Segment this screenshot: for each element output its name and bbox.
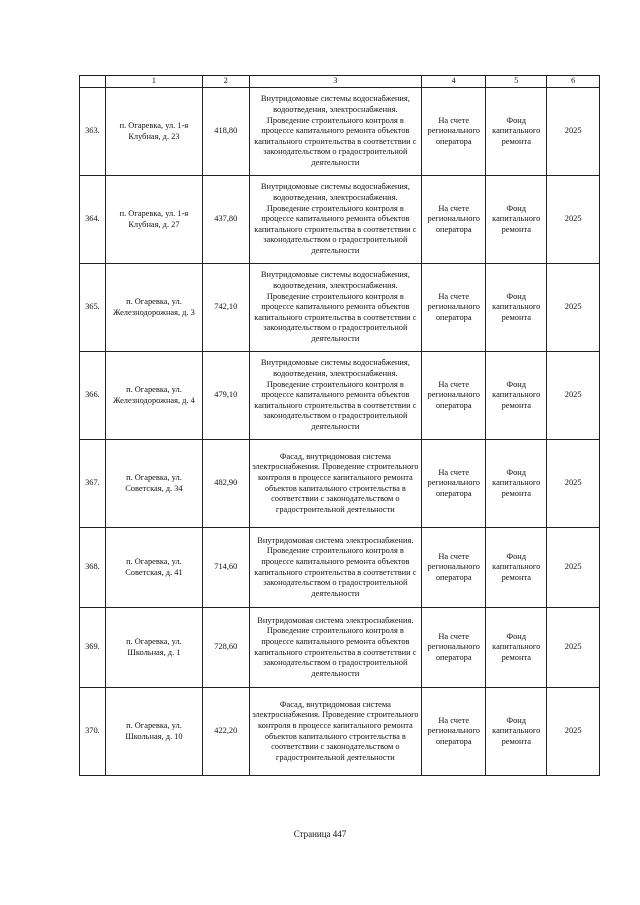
row-number: 363. <box>80 88 106 176</box>
account-cell: На счете регионального оператора <box>422 176 486 264</box>
year-cell: 2025 <box>547 176 600 264</box>
account-cell: На счете регионального оператора <box>422 528 486 608</box>
header-col-6: 6 <box>547 76 600 88</box>
fund-cell: Фонд капитального ремонта <box>486 608 547 688</box>
address-cell: п. Огаревка, ул. Железнодорожная, д. 4 <box>105 352 202 440</box>
fund-cell: Фонд капитального ремонта <box>486 440 547 528</box>
work-description-cell: Внутридомовая система электроснабжения. Проведение строительного контроля в процессе капитального ремонта объектов капитального строительства в соответствии с законодательством о градостроительной деятельности <box>249 528 422 608</box>
address-cell: п. Огаревка, ул. Железнодорожная, д. 3 <box>105 264 202 352</box>
table-row <box>80 88 600 176</box>
account-cell: На счете регионального оператора <box>422 608 486 688</box>
year-cell: 2025 <box>547 528 600 608</box>
account-cell: На счете регионального оператора <box>422 352 486 440</box>
year-cell: 2025 <box>547 688 600 776</box>
area-cell: 437,80 <box>203 176 250 264</box>
account-cell: На счете регионального оператора <box>422 688 486 776</box>
table-row <box>80 528 600 608</box>
work-description-cell: Внутридомовые системы водоснабжения, водоотведения, электроснабжения. Проведение строительного контроля в процессе капитального ремонта объектов капитального строительства в соответствии с законодательством о градостроительной деятельности <box>249 88 422 176</box>
header-col-4: 4 <box>422 76 486 88</box>
work-description-cell: Внутридомовые системы водоснабжения, водоотведения, электроснабжения. Проведение строительного контроля в процессе капитального ремонта объектов капитального строительства в соответствии с законодательством о градостроительной деятельности <box>249 176 422 264</box>
fund-cell: Фонд капитального ремонта <box>486 528 547 608</box>
address-cell: п. Огаревка, ул. Школьная, д. 10 <box>105 688 202 776</box>
year-cell: 2025 <box>547 352 600 440</box>
year-cell: 2025 <box>547 608 600 688</box>
work-description-cell: Внутридомовые системы водоснабжения, водоотведения, электроснабжения. Проведение строительного контроля в процессе капитального ремонта объектов капитального строительства в соответствии с законодательством о градостроительной деятельности <box>249 264 422 352</box>
address-cell: п. Огаревка, ул. Советская, д. 34 <box>105 440 202 528</box>
address-cell: п. Огаревка, ул. 1-я Клубная, д. 27 <box>105 176 202 264</box>
area-cell: 479,10 <box>203 352 250 440</box>
work-description-cell: Фасад, внутридомовая система электроснабжения. Проведение строительного контроля в процессе капитального ремонта объектов капитального строительства в соответствии с законодательством о градостроительной деятельности <box>249 688 422 776</box>
header-col-3: 3 <box>249 76 422 88</box>
fund-cell: Фонд капитального ремонта <box>486 176 547 264</box>
page-number: Страница 447 <box>293 829 347 839</box>
area-cell: 482,90 <box>203 440 250 528</box>
table-row <box>80 688 600 776</box>
row-number: 365. <box>80 264 106 352</box>
table-row <box>80 440 600 528</box>
capital-repair-table <box>79 75 600 776</box>
account-cell: На счете регионального оператора <box>422 440 486 528</box>
header-blank-cell <box>80 76 106 88</box>
address-cell: п. Огаревка, ул. Советская, д. 41 <box>105 528 202 608</box>
fund-cell: Фонд капитального ремонта <box>486 88 547 176</box>
row-number: 364. <box>80 176 106 264</box>
column-number-row <box>80 76 600 88</box>
table-row <box>80 176 600 264</box>
row-number: 368. <box>80 528 106 608</box>
year-cell: 2025 <box>547 440 600 528</box>
fund-cell: Фонд капитального ремонта <box>486 688 547 776</box>
work-description-cell: Внутридомовые системы водоснабжения, водоотведения, электроснабжения. Проведение строительного контроля в процессе капитального ремонта объектов капитального строительства в соответствии с законодательством о градостроительной деятельности <box>249 352 422 440</box>
header-col-2: 2 <box>203 76 250 88</box>
account-cell: На счете регионального оператора <box>422 264 486 352</box>
row-number: 370. <box>80 688 106 776</box>
table-row <box>80 352 600 440</box>
area-cell: 422,20 <box>203 688 250 776</box>
table-header <box>80 76 600 88</box>
year-cell: 2025 <box>547 264 600 352</box>
area-cell: 714,60 <box>203 528 250 608</box>
work-description-cell: Внутридомовая система электроснабжения. Проведение строительного контроля в процессе капитального ремонта объектов капитального строительства в соответствии с законодательством о градостроительной деятельности <box>249 608 422 688</box>
fund-cell: Фонд капитального ремонта <box>486 264 547 352</box>
row-number: 367. <box>80 440 106 528</box>
account-cell: На счете регионального оператора <box>422 88 486 176</box>
area-cell: 728,60 <box>203 608 250 688</box>
row-number: 369. <box>80 608 106 688</box>
address-cell: п. Огаревка, ул. Школьная, д. 1 <box>105 608 202 688</box>
table-row <box>80 264 600 352</box>
fund-cell: Фонд капитального ремонта <box>486 352 547 440</box>
year-cell: 2025 <box>547 88 600 176</box>
table-row <box>80 608 600 688</box>
table-body <box>80 88 600 776</box>
area-cell: 742,10 <box>203 264 250 352</box>
address-cell: п. Огаревка, ул. 1-я Клубная, д. 23 <box>105 88 202 176</box>
area-cell: 418,80 <box>203 88 250 176</box>
work-description-cell: Фасад, внутридомовая система электроснабжения. Проведение строительного контроля в процессе капитального ремонта объектов капитального строительства в соответствии с законодательством о градостроительной деятельности <box>249 440 422 528</box>
header-col-5: 5 <box>486 76 547 88</box>
row-number: 366. <box>80 352 106 440</box>
header-col-1: 1 <box>105 76 202 88</box>
